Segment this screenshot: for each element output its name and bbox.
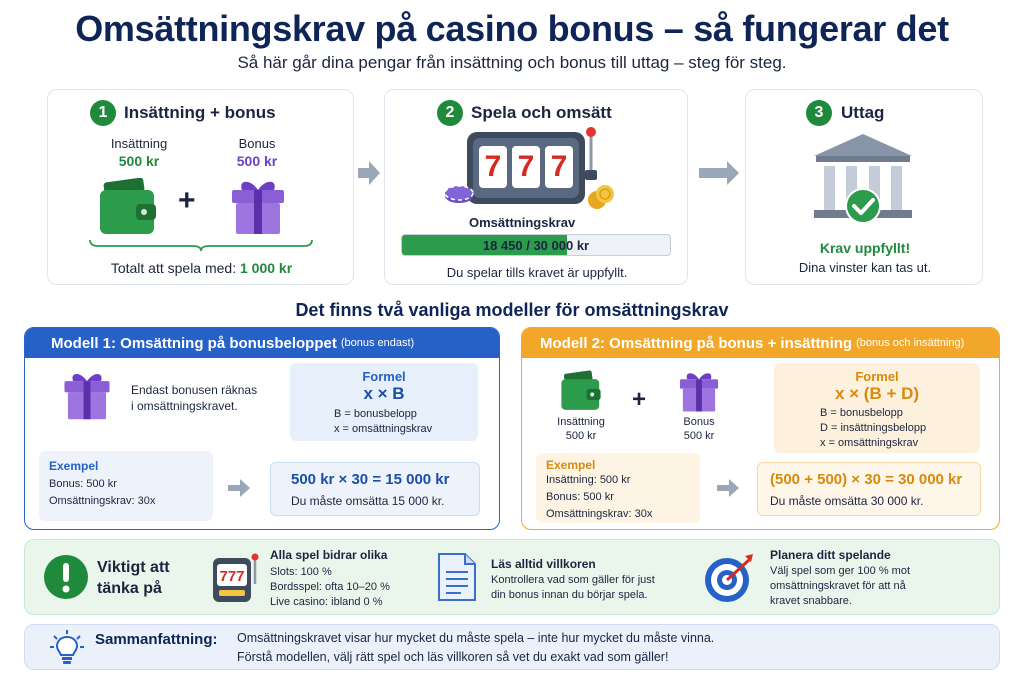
model-2-legend-d: D = insättningsbelopp: [820, 422, 927, 434]
model-1-title-small: (bonus endast): [340, 337, 415, 349]
model-1-example-line-2: Omsättningskrav: 30x: [49, 495, 156, 507]
model-1-result-box: [270, 462, 480, 516]
model-1-result: 500 kr × 30 = 15 000 kr: [291, 471, 450, 488]
model-1-arrow-icon: [228, 479, 250, 502]
model-2-deposit-label: Insättning: [557, 416, 605, 428]
step-2-title: Spela och omsätt: [471, 103, 612, 122]
step-2-number: 2: [437, 100, 463, 126]
model-1-example-title: Exempel: [49, 459, 99, 473]
model-2-title-small: (bonus och insättning): [856, 337, 965, 349]
gift-icon: [677, 368, 721, 419]
gift-icon: [228, 176, 288, 241]
tip-3-line-2: omsättningskravet för att nå: [770, 580, 906, 592]
model-2-header: [522, 328, 999, 358]
step-3-card: [745, 89, 983, 285]
tip-3-title: Planera ditt spelande: [770, 548, 891, 562]
model-2-formula-box: [774, 363, 980, 453]
summary-label: Sammanfattning:: [95, 631, 218, 648]
model-1-formula-title: Formel: [362, 369, 406, 384]
page-title: Omsättningskrav på casino bonus – så fungerar det: [75, 8, 949, 49]
model-2-panel: [521, 327, 1000, 530]
model-2-example-line-3: Omsättningskrav: 30x: [546, 508, 653, 520]
model-1-example-box: [39, 451, 213, 521]
total-value: 1 000 kr: [240, 260, 293, 276]
step-2-card: [384, 89, 688, 285]
bonus-label: Bonus: [238, 136, 276, 151]
model-2-deposit-value: 500 kr: [565, 430, 597, 442]
slot-reel-1: 7: [484, 150, 502, 183]
page-subtitle: Så här går dina pengar från insättning och bonus till uttag – steg för steg.: [237, 53, 787, 72]
total-row: [48, 260, 355, 276]
step-3-title: Uttag: [841, 103, 885, 122]
model-2-result-box: [757, 462, 981, 516]
bonus-value: 500 kr: [236, 153, 278, 169]
tip-1-title: Alla spel bidrar olika: [270, 548, 388, 562]
model-1-formula-box: [290, 363, 478, 441]
summary-line-1: Omsättningskravet visar hur mycket du måste spela – inte hur mycket du måste vinna.: [237, 631, 715, 645]
exclamation-icon: [43, 554, 89, 605]
models-title: Det finns två vanliga modeller för omsättningskrav: [295, 300, 729, 320]
step-1-card: [47, 89, 354, 285]
model-2-legend-x: x = omsättningskrav: [820, 437, 919, 449]
tip-2-line-1: Kontrollera vad som gäller för just: [491, 574, 655, 586]
model-1-result-note: Du måste omsätta 15 000 kr.: [291, 494, 445, 508]
tip-2-line-2: din bonus innan du börjar spela.: [491, 589, 648, 601]
plus-sign: +: [632, 386, 647, 413]
svg-text:777: 777: [219, 568, 245, 585]
step-3-status: Krav uppfyllt!: [819, 240, 911, 256]
tip-1-line-3: Live casino: ibland 0 %: [270, 596, 383, 608]
model-1-panel: [24, 327, 500, 530]
slot-reel-3: 7: [550, 150, 568, 183]
total-label: Totalt att spela med:: [110, 260, 237, 276]
step-1-number: 1: [90, 100, 116, 126]
model-1-legend-b: B = bonusbelopp: [334, 408, 417, 420]
summary-panel: [24, 624, 1000, 670]
progress-bar: [401, 234, 671, 256]
step-2-note: Du spelar tills kravet är uppfyllt.: [446, 265, 628, 280]
total-brace: [88, 238, 314, 257]
target-icon: [701, 552, 757, 609]
gift-icon: [61, 368, 113, 427]
model-2-example-box: [536, 453, 700, 523]
model-2-result: (500 + 500) × 30 = 30 000 kr: [770, 471, 963, 488]
lightbulb-icon: [49, 629, 85, 672]
model-1-legend-x: x = omsättningskrav: [334, 423, 433, 435]
model-2-bonus-label: Bonus: [683, 416, 715, 428]
tip-1-line-2: Bordsspel: ofta 10–20 %: [270, 581, 390, 593]
model-1-header: [25, 328, 499, 358]
model-1-example-line-1: Bonus: 500 kr: [49, 478, 117, 490]
model-2-example-line-1: Insättning: 500 kr: [546, 474, 631, 486]
step-3-note: Dina vinster kan tas ut.: [798, 260, 932, 275]
model-2-arrow-icon: [717, 479, 739, 502]
bank-icon: [808, 130, 918, 235]
deposit-label: Insättning: [110, 136, 168, 151]
model-1-formula: x × B: [363, 384, 405, 403]
model-2-bonus-value: 500 kr: [683, 430, 715, 442]
requirement-label: Omsättningskrav: [469, 215, 576, 230]
deposit-value: 500 kr: [118, 153, 160, 169]
tip-1-line-1: Slots: 100 %: [270, 566, 332, 578]
step-1-title: Insättning + bonus: [124, 103, 276, 122]
model-2-legend-b: B = bonusbelopp: [820, 407, 903, 419]
tips-panel: [24, 539, 1000, 615]
model-1-desc-line-2: i omsättningskravet.: [131, 399, 238, 413]
model-2-formula: x × (B + D): [834, 384, 920, 403]
model-1-title: Modell 1: Omsättning på bonusbeloppet: [51, 334, 337, 352]
wallet-icon: [98, 178, 158, 241]
model-2-example-line-2: Bonus: 500 kr: [546, 491, 614, 503]
model-2-formula-title: Formel: [855, 369, 899, 384]
slot-machine-icon: [211, 550, 259, 611]
model-2-example-title: Exempel: [546, 458, 596, 472]
step-arrow-2-icon: [699, 160, 739, 191]
wallet-icon: [560, 370, 602, 417]
tip-3-line-3: kravet snabbare.: [770, 595, 852, 607]
progress-text: 18 450 / 30 000 kr: [482, 238, 590, 253]
slot-reel-2: 7: [517, 150, 535, 183]
model-1-desc-line-1: Endast bonusen räknas: [131, 383, 258, 397]
tip-2-title: Läs alltid villkoren: [491, 557, 596, 571]
step-3-number: 3: [806, 100, 832, 126]
plus-sign: +: [178, 184, 196, 217]
document-icon: [437, 552, 477, 607]
model-2-title: Modell 2: Omsättning på bonus + insättning: [540, 334, 853, 352]
step-arrow-1-icon: [358, 160, 380, 191]
tip-3-line-1: Välj spel som ger 100 % mot: [770, 565, 911, 577]
summary-line-2: Förstå modellen, välj rätt spel och läs villkoren så vet du exakt vad som gäller!: [237, 650, 669, 664]
model-2-result-note: Du måste omsätta 30 000 kr.: [770, 494, 924, 508]
tips-heading: Viktigt att tänka på: [97, 559, 170, 597]
